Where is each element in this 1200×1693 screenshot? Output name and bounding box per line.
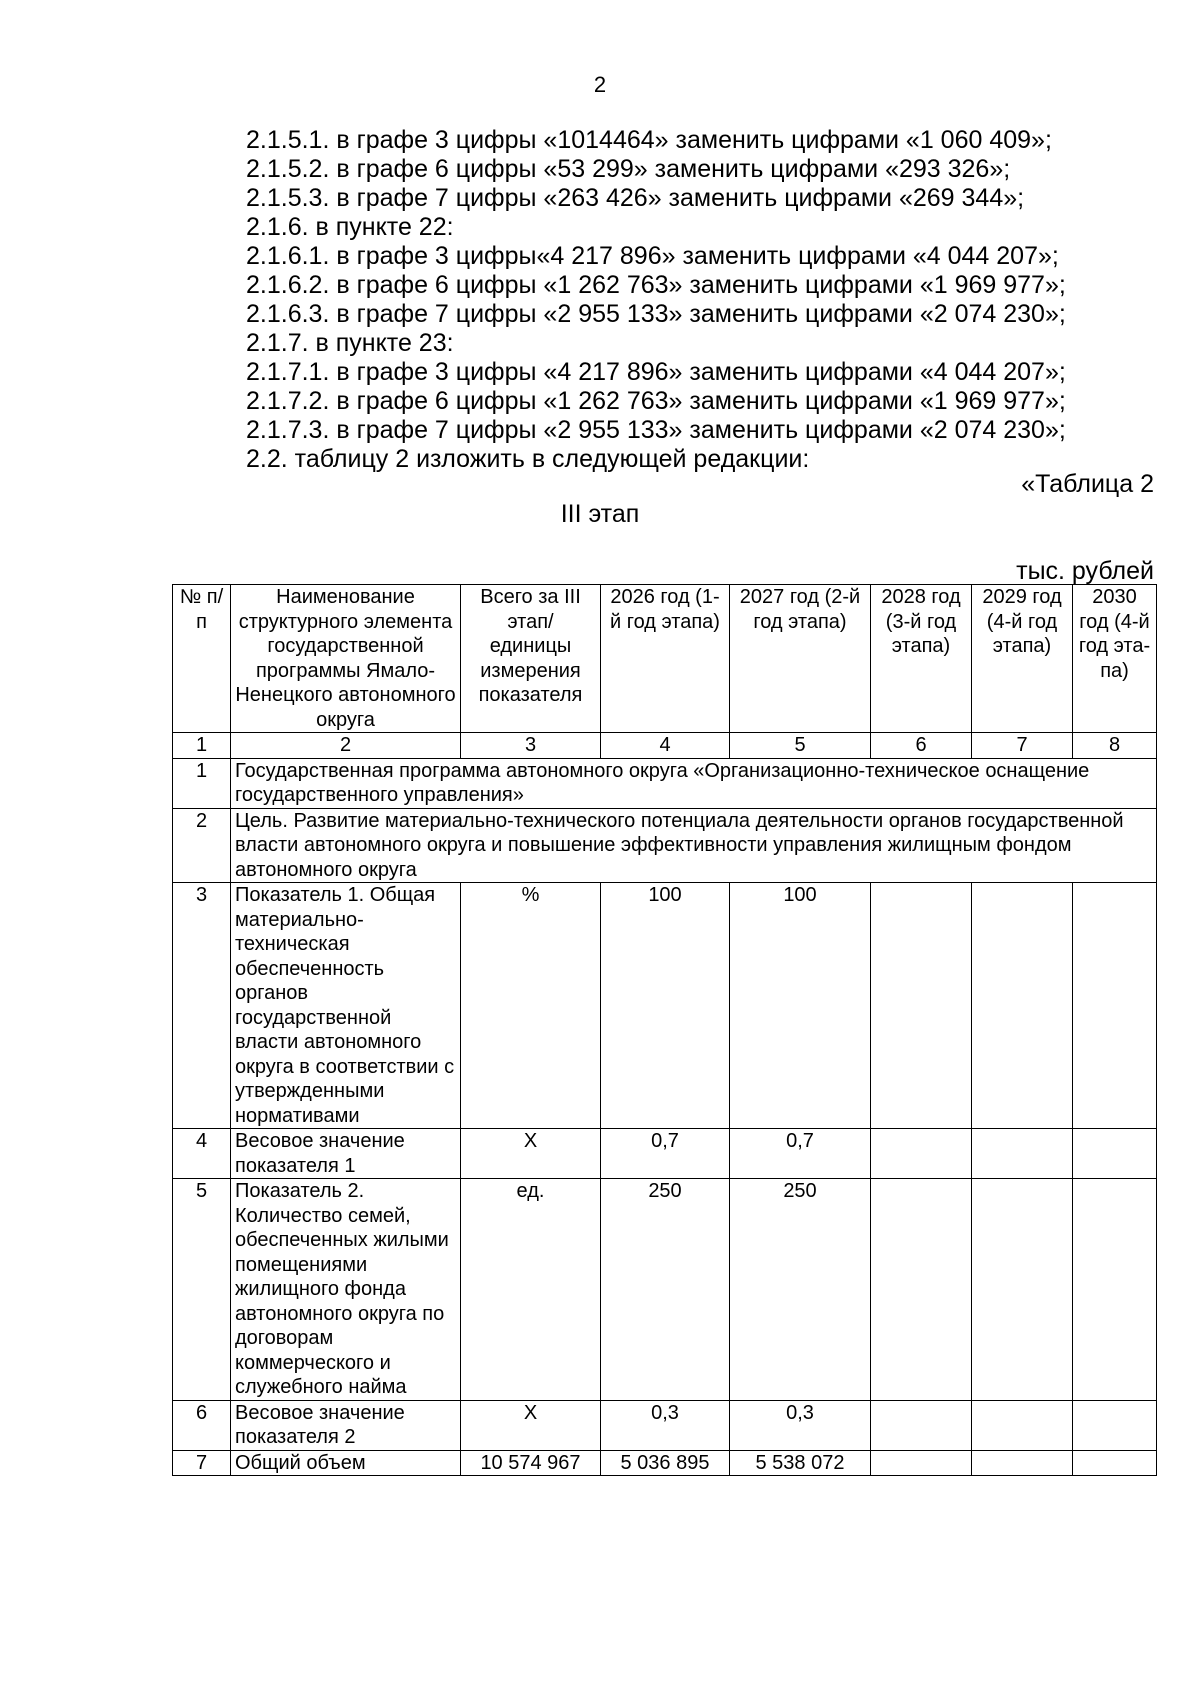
total-cell: % (461, 883, 601, 1129)
row-number: 7 (173, 1450, 231, 1476)
value-2027: 0,3 (730, 1400, 871, 1450)
row-number: 6 (173, 1400, 231, 1450)
indicator-name: Общий объем (231, 1450, 461, 1476)
table-row (173, 1400, 1157, 1450)
total-cell: 10 574 967 (461, 1450, 601, 1476)
total-cell: Х (461, 1129, 601, 1179)
header-cell: 2028 год (3-й год этапа) (871, 585, 972, 733)
paragraph-line: 2.1.5.2. в графе 6 цифры «53 299» заменить цифрами «293 326»; (246, 155, 1011, 183)
value-2026: 0,3 (601, 1400, 730, 1450)
value-2030 (1073, 883, 1157, 1129)
value-2027: 250 (730, 1179, 871, 1401)
value-2028 (871, 1129, 972, 1179)
value-2027: 100 (730, 883, 871, 1129)
indicators-table (172, 584, 1157, 1476)
column-number: 7 (972, 733, 1073, 759)
column-number: 1 (173, 733, 231, 759)
value-2027: 0,7 (730, 1129, 871, 1179)
value-2028 (871, 1450, 972, 1476)
header-cell: Всего за III этап/ единицы измерения показателя (461, 585, 601, 733)
stage-title: III этап (560, 500, 640, 528)
paragraph-line: 2.1.7.1. в графе 3 цифры «4 217 896» заменить цифрами «4 044 207»; (246, 358, 1066, 386)
value-2027: 5 538 072 (730, 1450, 871, 1476)
amendment-text (246, 126, 1146, 474)
total-cell: Х (461, 1400, 601, 1450)
header-cell: Наименование структурного элемента государственной программы Ямало-Ненецкого автономного округа (231, 585, 461, 733)
table-row (173, 758, 1157, 808)
indicator-name: Показатель 1. Общая материально-техническая обеспеченность органов государственной власти автономного округа в соответствии с утвержденными нормативами (231, 883, 461, 1129)
row-number: 4 (173, 1129, 231, 1179)
table-caption: «Таблица 2 (1021, 470, 1154, 498)
header-cell: 2030 год (4-й год эта-па) (1073, 585, 1157, 733)
page-number: 2 (593, 72, 607, 97)
paragraph-line: 2.1.6.2. в графе 6 цифры «1 262 763» заменить цифрами «1 969 977»; (246, 271, 1066, 299)
value-2026: 100 (601, 883, 730, 1129)
row-number: 3 (173, 883, 231, 1129)
value-2029 (972, 1179, 1073, 1401)
header-cell: 2029 год (4-й год этапа) (972, 585, 1073, 733)
table-row (173, 808, 1157, 883)
header-cell: 2026 год (1-й год этапа) (601, 585, 730, 733)
header-cell: 2027 год (2-й год этапа) (730, 585, 871, 733)
paragraph-line: 2.1.7. в пункте 23: (246, 329, 454, 357)
goal-cell: Цель. Развитие материально-технического потенциала деятельности органов государственной власти автономного округа и повышение эффективности управления жилищным фондом автономного округа (231, 808, 1157, 883)
column-number: 6 (871, 733, 972, 759)
value-2026: 5 036 895 (601, 1450, 730, 1476)
column-number-row (173, 733, 1157, 759)
value-2029 (972, 1129, 1073, 1179)
value-2028 (871, 1179, 972, 1401)
paragraph-line: 2.1.6. в пункте 22: (246, 213, 454, 241)
paragraph-line: 2.1.6.3. в графе 7 цифры «2 955 133» заменить цифрами «2 074 230»; (246, 300, 1066, 328)
column-number: 4 (601, 733, 730, 759)
table-row (173, 1179, 1157, 1401)
column-number: 5 (730, 733, 871, 759)
table-row (173, 883, 1157, 1129)
paragraph-line: 2.1.6.1. в графе 3 цифры«4 217 896» заменить цифрами «4 044 207»; (246, 242, 1059, 270)
row-number: 1 (173, 758, 231, 808)
value-2026: 0,7 (601, 1129, 730, 1179)
table-row (173, 1450, 1157, 1476)
paragraph-line: 2.2. таблицу 2 изложить в следующей редакции: (246, 445, 810, 473)
value-2028 (871, 1400, 972, 1450)
row-number: 2 (173, 808, 231, 883)
column-number: 2 (231, 733, 461, 759)
table-header-row (173, 585, 1157, 733)
column-number: 8 (1073, 733, 1157, 759)
value-2028 (871, 883, 972, 1129)
value-2029 (972, 1400, 1073, 1450)
paragraph-line: 2.1.7.3. в графе 7 цифры «2 955 133» заменить цифрами «2 074 230»; (246, 416, 1066, 444)
value-2029 (972, 883, 1073, 1129)
units-label: тыс. рублей (1016, 557, 1154, 585)
value-2030 (1073, 1179, 1157, 1401)
row-number: 5 (173, 1179, 231, 1401)
indicator-name: Показатель 2. Количество семей, обеспеченных жилыми помещениями жилищного фонда автономного округа по договорам коммерческого и служебного найма (231, 1179, 461, 1401)
value-2030 (1073, 1129, 1157, 1179)
paragraph-line: 2.1.5.3. в графе 7 цифры «263 426» заменить цифрами «269 344»; (246, 184, 1025, 212)
table-row (173, 1129, 1157, 1179)
value-2030 (1073, 1400, 1157, 1450)
value-2030 (1073, 1450, 1157, 1476)
header-cell: № п/п (173, 585, 231, 733)
total-cell: ед. (461, 1179, 601, 1401)
program-title-cell: Государственная программа автономного округа «Организационно-техническое оснащение государственного управления» (231, 758, 1157, 808)
column-number: 3 (461, 733, 601, 759)
paragraph-line: 2.1.7.2. в графе 6 цифры «1 262 763» заменить цифрами «1 969 977»; (246, 387, 1066, 415)
indicator-name: Весовое значение показателя 2 (231, 1400, 461, 1450)
value-2026: 250 (601, 1179, 730, 1401)
value-2029 (972, 1450, 1073, 1476)
indicator-name: Весовое значение показателя 1 (231, 1129, 461, 1179)
paragraph-line: 2.1.5.1. в графе 3 цифры «1014464» заменить цифрами «1 060 409»; (246, 126, 1052, 154)
